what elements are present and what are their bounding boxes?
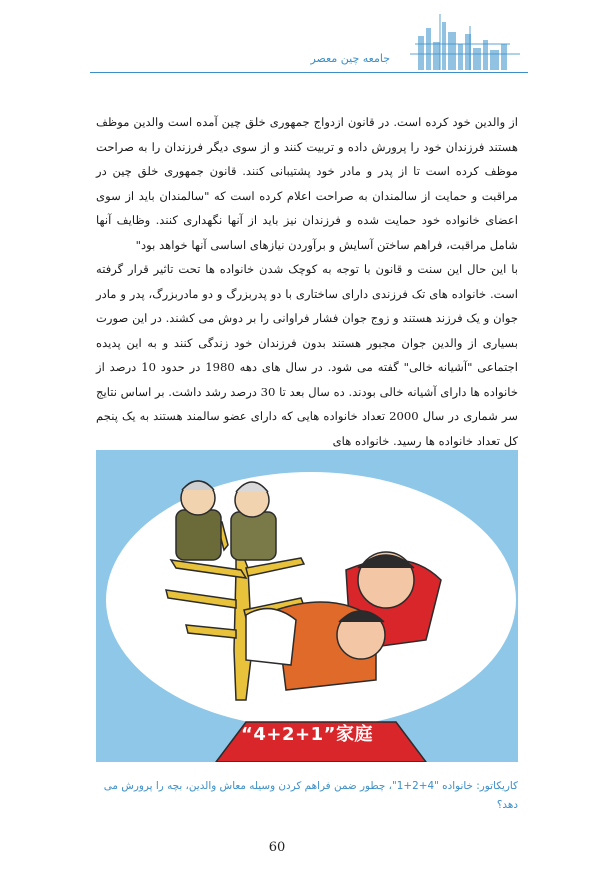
paragraph: با این حال این سنت و قانون با توجه به کوچک شدن خانواده ها تحت تاثیر قرار گرفته است. خانواده های تک فرزندی دارای ساختاری با دو پدربزرگ و دو مادربزرگ، پدر و مادر جوان و یک فرزند هستند و زوج جوان فشار فراوانی را بر دوش می کشند. در این صورت بسیاری از والدین جوان مجبور هستند بدون فرزندان خود زندگی کنند و به این پدیده اجتماعی "آشیانه خالی" گفته می شود. در سال های دهه 1980 در حدود 10 درصد از خانواده ها دارای آشیانه خالی بودند. ده سال بعد تا 30 درصد رشد داشت. بر اساس نتایج سر شماری در سال 2000 تعداد خانواده هایی که دارای عضو سالمند هستند به یک پنجم کل تعداد خانواده ها رسید. خانواده های [96, 262, 518, 448]
page-number: 60 [268, 840, 286, 855]
city-skyline-graphic [410, 14, 528, 70]
body-text [96, 110, 518, 453]
paragraph: از والدین خود کرده است. در قانون ازدواج جمهوری خلق چین آمده است والدین موظف هستند فرزندان خود را پرورش داده و تربیت کنند و از سوی دیگر فرزندان را به صراحت موظف کرده است تا از پدر و مادر خود پشتیبانی کنند. قانون جمهوری خلق چین در مراقبت و حمایت از سالمندان به صراحت اعلام کرده است که "سالمندان باید از سوی اعضای خانواده خود حمایت شده و فرزندان نیز باید از آنها نگهداری کنند. وظایف آنها شامل مراقبت، فراهم ساختن آسایش و برآوردن نیازهای اساسی آنها خواهد بود" [96, 115, 518, 252]
header-divider [90, 72, 528, 73]
header-title: جامعه چین معصر [310, 52, 390, 65]
page-header [0, 0, 600, 80]
cartoon-banner-label: “4+2+1”家庭 [241, 724, 373, 745]
cartoon-drawing [96, 450, 518, 762]
cartoon-illustration [96, 450, 518, 762]
figure-caption: کاریکاتور: خانواده "4+2+1"، چطور ضمن فراهم کردن وسیله معاش والدین، بچه را پرورش می دهد؟ [103, 780, 518, 811]
